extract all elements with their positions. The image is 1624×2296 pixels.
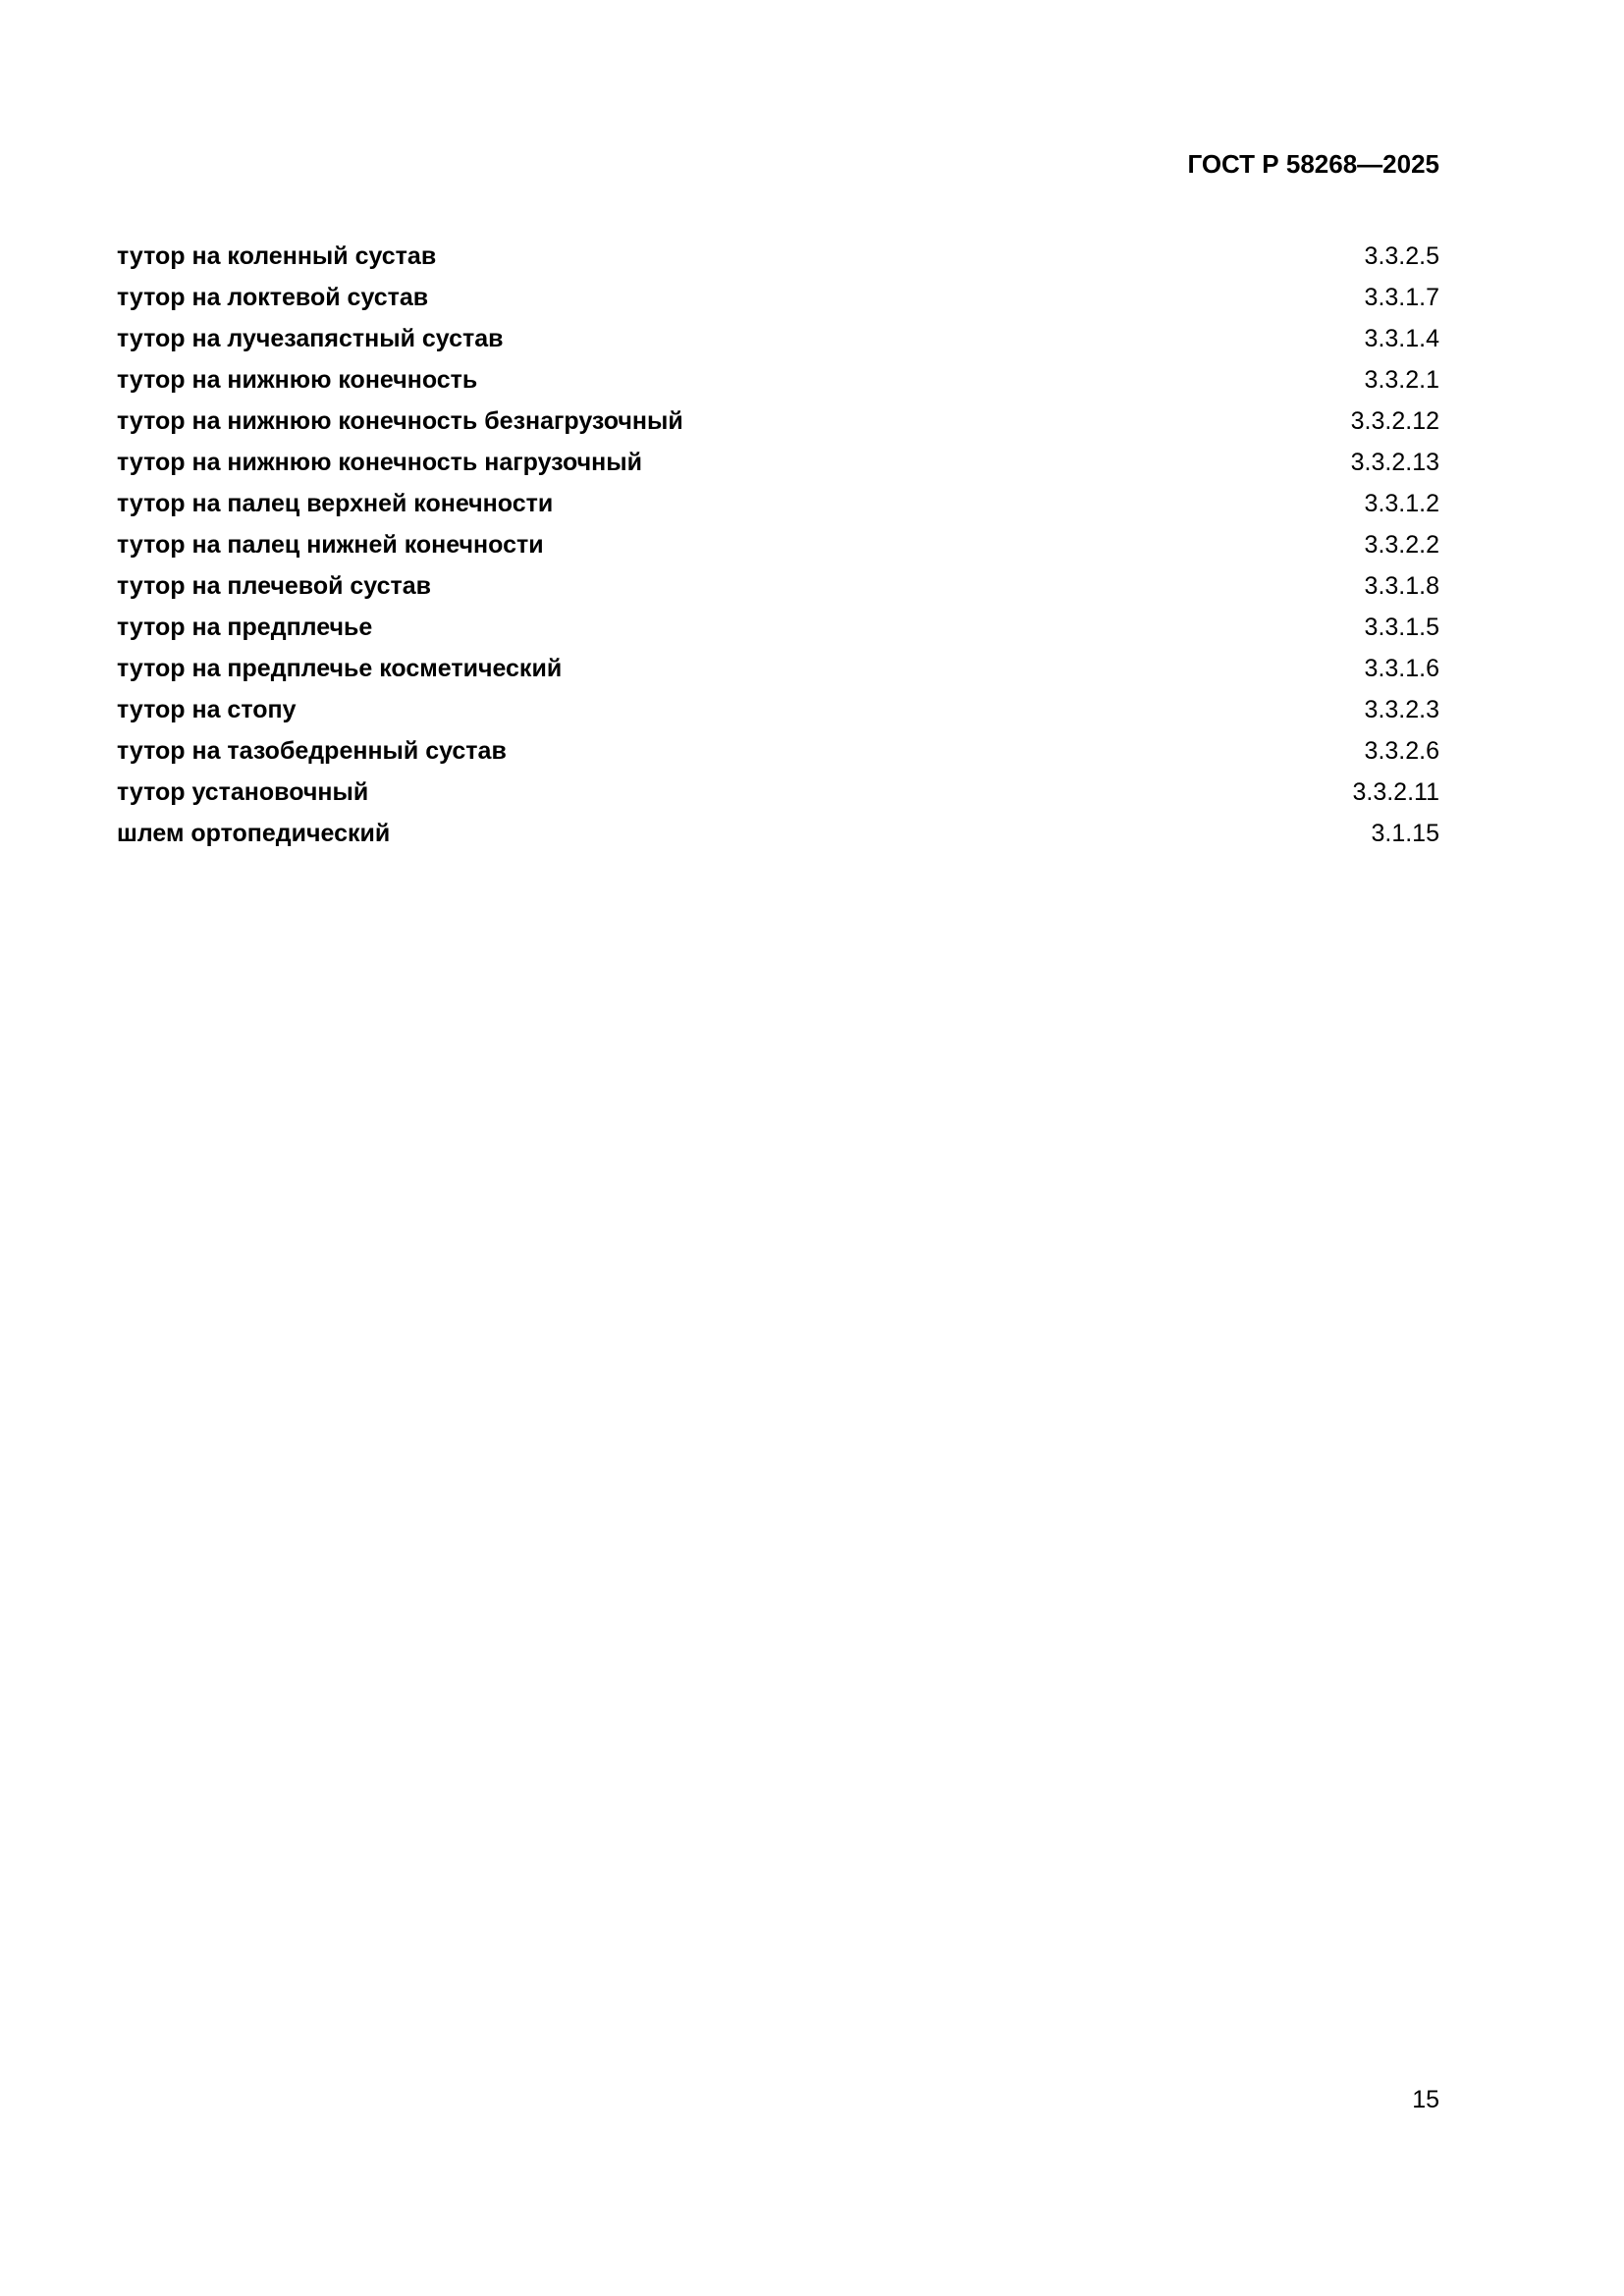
index-reference: 3.3.2.3 [1364,696,1439,723]
index-reference: 3.3.2.11 [1352,778,1439,806]
index-entry [117,280,1439,321]
index-term: тутор на тазобедренный сустав [117,737,507,765]
index-reference: 3.3.1.8 [1364,572,1439,600]
index-entry [117,445,1439,486]
index-term: тутор на лучезапястный сустав [117,325,504,352]
alphabetical-index [117,239,1439,857]
index-term: шлем ортопедический [117,820,391,847]
index-term: тутор на палец нижней конечности [117,531,544,559]
index-entry [117,568,1439,610]
index-term: тутор на локтевой сустав [117,284,429,311]
index-term: тутор на нижнюю конечность безнагрузочный [117,407,683,435]
index-entry [117,239,1439,280]
page-number: 15 [1412,2086,1439,2113]
index-reference: 3.3.1.7 [1364,284,1439,311]
index-term: тутор на палец верхней конечности [117,490,554,517]
index-term: тутор на нижнюю конечность нагрузочный [117,449,642,476]
index-entry [117,527,1439,568]
index-entry [117,692,1439,733]
index-reference: 3.1.15 [1371,820,1439,847]
index-reference: 3.3.2.1 [1364,366,1439,394]
index-reference: 3.3.1.5 [1364,614,1439,641]
index-entry [117,486,1439,527]
index-entry [117,774,1439,816]
index-entry [117,610,1439,651]
document-header: ГОСТ Р 58268—2025 [1187,149,1439,179]
index-reference: 3.3.2.6 [1364,737,1439,765]
index-term: тутор на предплечье [117,614,373,641]
index-term: тутор установочный [117,778,369,806]
index-entry [117,362,1439,403]
index-entry [117,816,1439,857]
index-term: тутор на коленный сустав [117,242,437,270]
index-reference: 3.3.1.6 [1364,655,1439,682]
index-term: тутор на плечевой сустав [117,572,432,600]
index-entry [117,403,1439,445]
index-term: тутор на нижнюю конечность [117,366,478,394]
index-entry [117,321,1439,362]
index-reference: 3.3.2.5 [1364,242,1439,270]
index-reference: 3.3.1.4 [1364,325,1439,352]
index-reference: 3.3.2.13 [1350,449,1439,476]
index-entry [117,733,1439,774]
index-term: тутор на предплечье косметический [117,655,563,682]
index-term: тутор на стопу [117,696,297,723]
index-reference: 3.3.2.12 [1350,407,1439,435]
index-reference: 3.3.2.2 [1364,531,1439,559]
index-entry [117,651,1439,692]
index-reference: 3.3.1.2 [1364,490,1439,517]
